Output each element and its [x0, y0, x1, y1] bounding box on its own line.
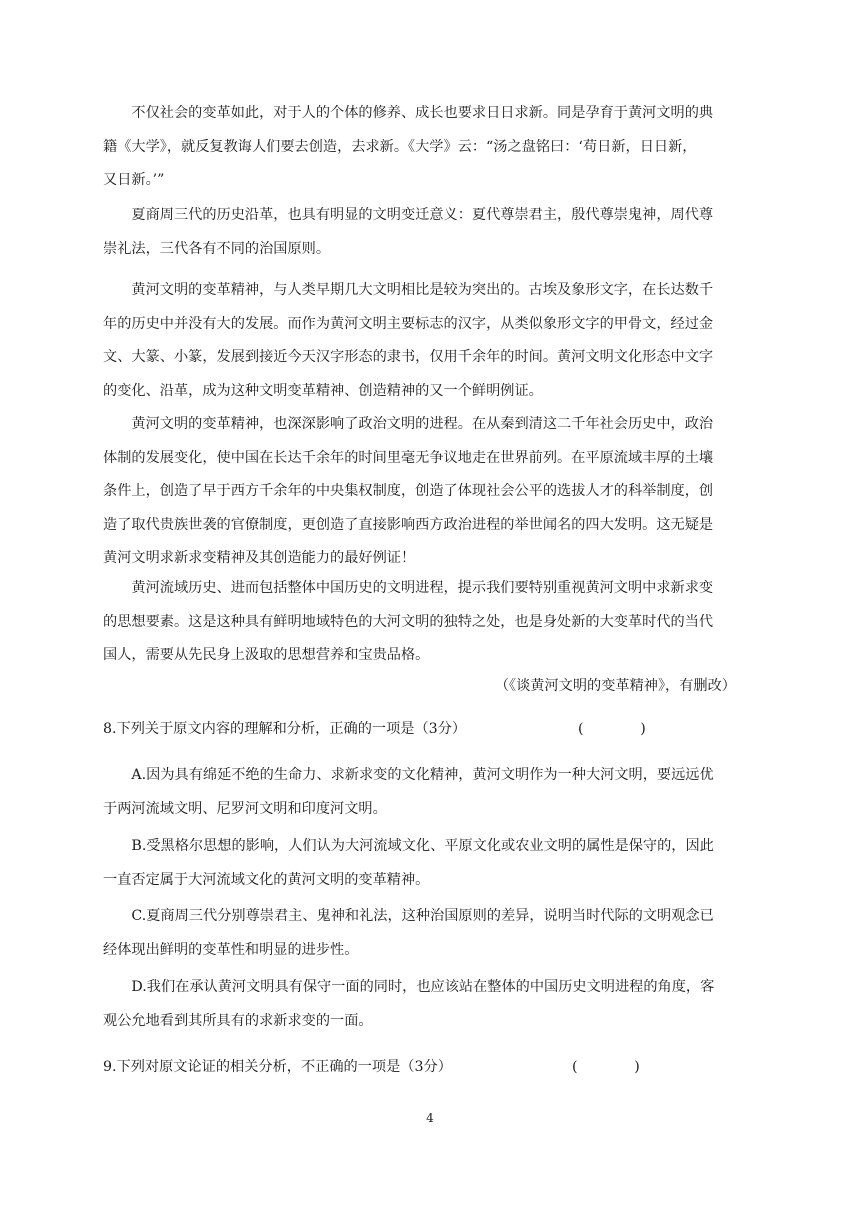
question-8-stem: [103, 717, 758, 741]
paragraph-4: [103, 408, 758, 576]
option-line: D.我们在承认黄河文明具有保守一面的同时，也应该站在整体的中国历史文明进程的角度，客: [131, 979, 715, 995]
option-line: 一直否定属于大河流域文化的黄河文明的变革精神。: [103, 871, 430, 888]
option-a: [103, 759, 758, 826]
option-d: [103, 971, 758, 1038]
paragraph-line: 夏商周三代的历史沿革，也具有明显的文明变迁意义：夏代尊崇君主，殷代尊崇鬼神，周代尊: [131, 207, 714, 223]
option-line: B.受黑格尔思想的影响，人们认为大河流域文化、平原文化或农业文明的属性是保守的，因此: [131, 838, 714, 854]
answer-blank[interactable]: ( ): [578, 721, 646, 737]
paragraph-line: 崇礼法，三代各有不同的治国原则。: [103, 240, 331, 257]
question-stem-text: 8.下列关于原文内容的理解和分析，正确的一项是（3分）: [103, 721, 467, 737]
paragraph-line: 黄河文明的变革精神，与人类早期几大文明相比是较为突出的。古埃及象形文字，在长达数千: [131, 282, 714, 298]
paragraph-line: 黄河文明求新求变精神及其创造能力的最好例证！: [103, 550, 416, 566]
source-citation: （《谈黄河文明的变革精神》，有删改）: [494, 678, 736, 694]
page-number: 4: [426, 1111, 434, 1125]
paragraph-1: [103, 97, 758, 198]
answer-blank[interactable]: ( ): [572, 1059, 640, 1075]
paragraph-3: [103, 274, 758, 408]
paragraph-line: 又日新。’”: [103, 172, 165, 188]
paragraph-line: 条件上，创造了早于西方千余年的中央集权制度，创造了体现社会公平的选拔人才的科举制度，创: [103, 483, 714, 499]
option-line: 观公允地看到其所具有的求新求变的一面。: [103, 1012, 373, 1029]
paragraph-line: 年的历史中并没有大的发展。而作为黄河文明主要标志的汉字，从类似象形文字的甲骨文，经过金: [103, 315, 714, 332]
paragraph-line: 文、大篆、小篆，发展到接近今天汉字形态的隶书，仅用千余年的时间。黄河文明文化形态中文字: [103, 349, 714, 365]
paragraph-line: 籍《大学》，就反复教诲人们要去创造，去求新。《大学》云：“汤之盘铭曰：‘苟日新，日日新，: [103, 138, 697, 155]
paragraph-line: 黄河文明的变革精神，也深深影响了政治文明的进程。在从秦到清这二千年社会历史中，政治: [131, 416, 714, 432]
paragraph-line: 造了取代贵族世袭的官僚制度，更创造了直接影响西方政治进程的举世闻名的四大发明。这无疑是: [103, 516, 714, 533]
paragraph-line: 黄河流域历史、进而包括整体中国历史的文明进程，提示我们要特别重视黄河文明中求新求变: [131, 580, 714, 596]
paragraph-line: 的变化、沿革，成为这种文明变革精神、创造精神的又一个鲜明例证。: [103, 382, 543, 399]
option-c: [103, 900, 758, 967]
option-line: 于两河流域文明、尼罗河文明和印度河文明。: [103, 800, 387, 817]
paragraph-2: [103, 199, 758, 266]
option-line: A.因为具有绵延不绝的生命力、求新求变的文化精神，黄河文明作为一种大河文明，要远远优: [131, 767, 714, 783]
option-line: C.夏商周三代分别尊崇君主、鬼神和礼法，这种治国原则的差异，说明当时代际的文明观念已: [131, 908, 714, 924]
question-9-stem: [103, 1055, 758, 1079]
paragraph-line: 体制的发展变化，使中国在长达千余年的时间里毫无争议地走在世界前列。在平原流域丰厚的土壤: [103, 449, 714, 466]
paragraph-line: 的思想要素。这是这种具有鲜明地域特色的大河文明的独特之处，也是身处新的大变革时代的当代: [103, 613, 714, 630]
option-b: [103, 830, 758, 897]
paragraph-line: 不仅社会的变革如此，对于人的个体的修养、成长也要求日日求新。同是孕育于黄河文明的典: [131, 105, 714, 121]
paragraph-line: 国人，需要从先民身上汲取的思想营养和宝贵品格。: [103, 647, 430, 663]
option-line: 经体现出鲜明的变革性和明显的进步性。: [103, 941, 359, 958]
question-stem-text: 9.下列对原文论证的相关分析，不正确的一项是（3分）: [103, 1059, 452, 1075]
paragraph-5: [103, 572, 758, 673]
